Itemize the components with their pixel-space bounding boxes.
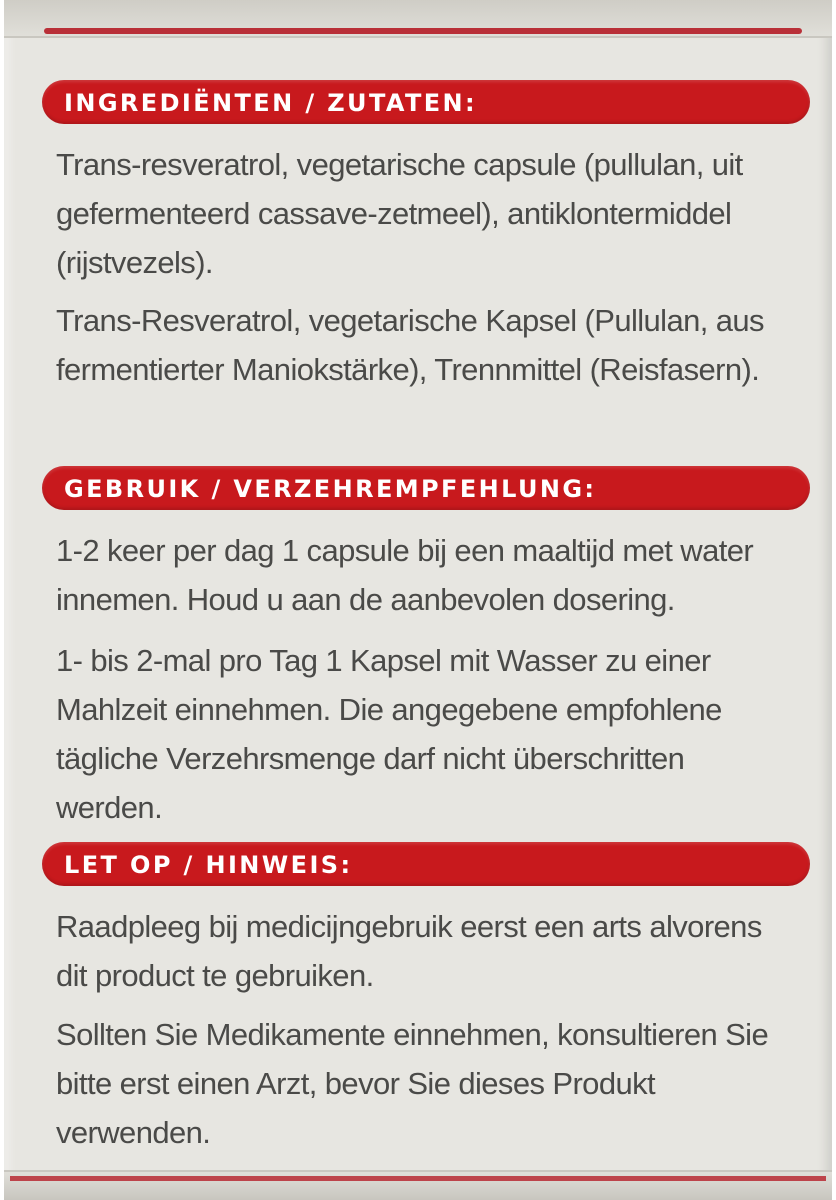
usage-heading: GEBRUIK / VERZEHREMPFEHLUNG:	[64, 475, 597, 503]
usage-text-nl: 1-2 keer per dag 1 capsule bij een maaltijd met water innemen. Houd u aan de aanbevolen dosering.	[56, 533, 754, 617]
warning-heading: LET OP / HINWEIS:	[64, 851, 353, 879]
box-top-flap	[4, 0, 832, 38]
warning-text-de: Sollten Sie Medikamente einnehmen, konsultieren Sie bitte erst einen Arzt, bevor Sie dieses Produkt verwenden.	[56, 1017, 769, 1150]
ingredients-heading: INGREDIËNTEN / ZUTATEN:	[64, 89, 478, 117]
ingredients-text-de: Trans-Resveratrol, vegetarische Kapsel (Pullulan, aus fermentierter Maniokstärke), Trennmittel (Reisfasern).	[56, 303, 764, 387]
ingredients-heading-band	[42, 80, 810, 124]
box-bottom-flap	[4, 1170, 832, 1200]
warning-heading-band	[42, 842, 810, 886]
usage-heading-band	[42, 466, 810, 510]
warning-text-nl: Raadpleeg bij medicijngebruik eerst een arts alvorens dit product te gebruiken.	[56, 909, 762, 993]
bottom-flap-red-edge	[10, 1176, 826, 1181]
top-flap-red-edge	[44, 28, 802, 34]
ingredients-text-nl: Trans-resveratrol, vegetarische capsule (pullulan, uit gefermenteerd cassave-zetmeel), antiklontermiddel (rijstvezels).	[56, 147, 743, 280]
usage-text-de: 1- bis 2-mal pro Tag 1 Kapsel mit Wasser zu einer Mahlzeit einnehmen. Die angegebene empfohlene tägliche Verzehrsmenge darf nicht überschritten werden.	[56, 643, 722, 825]
product-box-side	[4, 0, 832, 1200]
